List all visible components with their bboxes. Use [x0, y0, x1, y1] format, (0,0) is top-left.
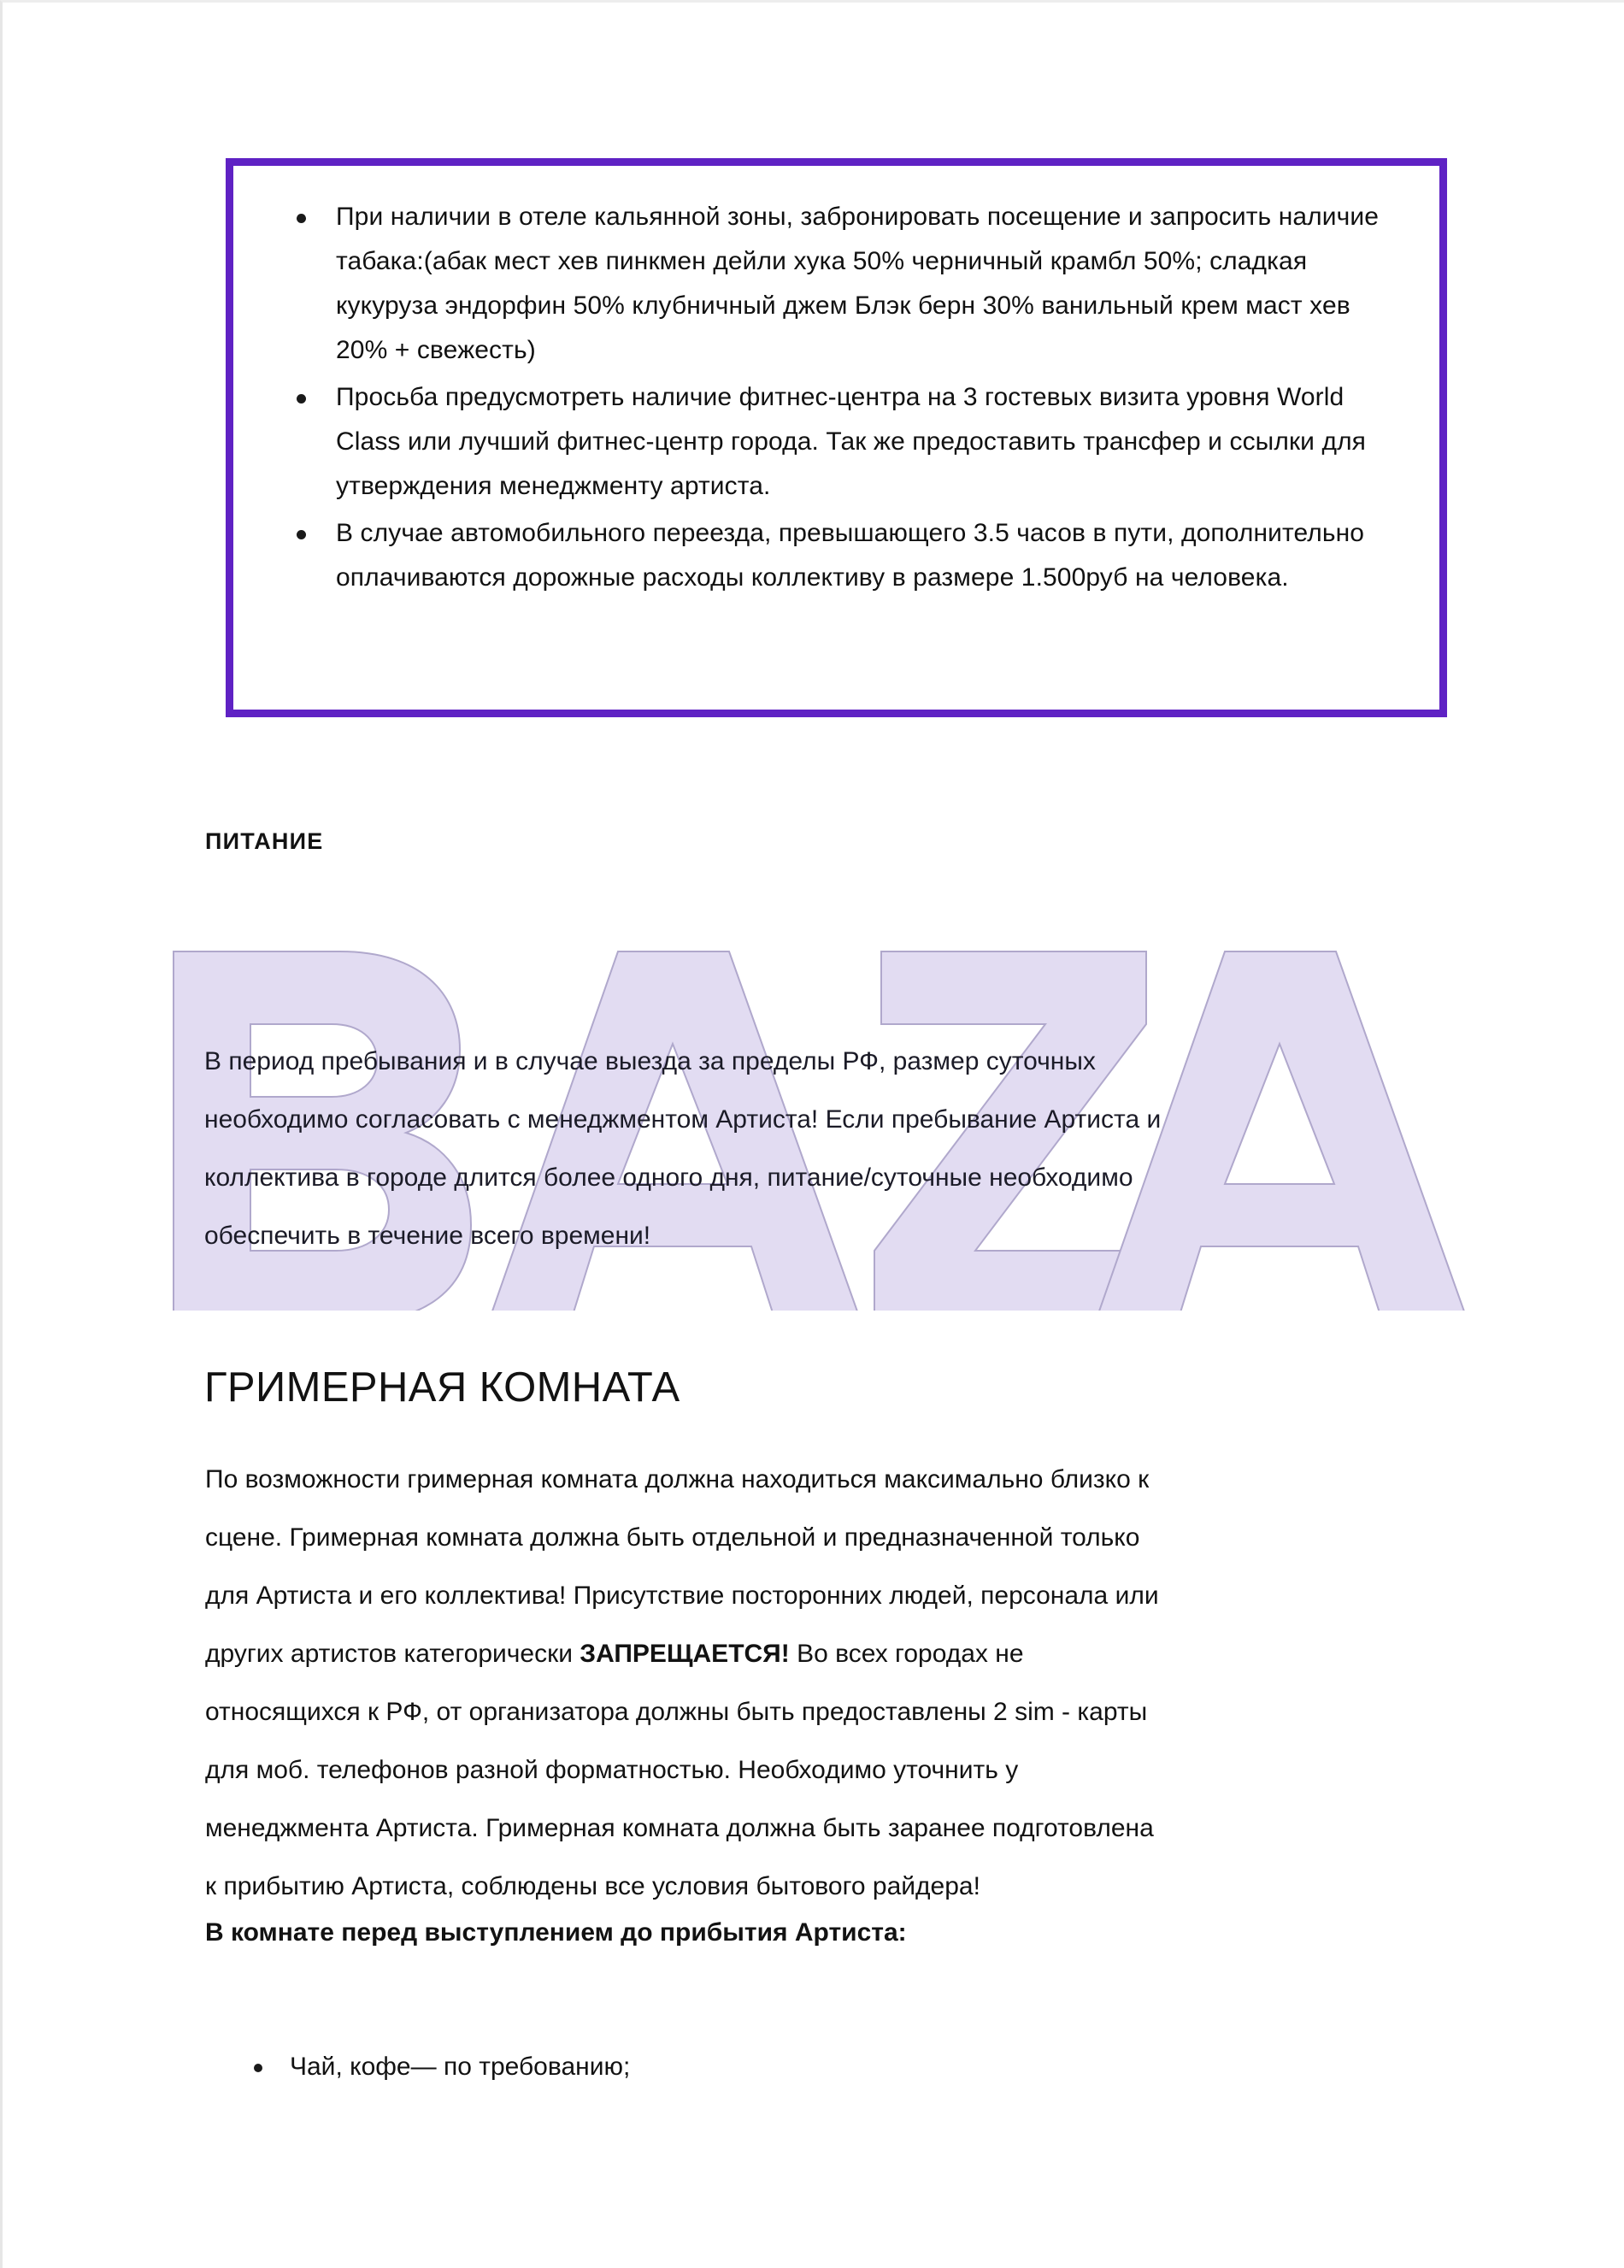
section-label-nutrition: ПИТАНИЕ	[205, 828, 324, 854]
body-line-post: Во всех городах не	[789, 1640, 1024, 1668]
nutrition-line: необходимо согласовать с менеджментом Артиста! Если пребывание Артиста и	[204, 1105, 1162, 1134]
callout-bullet-item: Просьба предусмотреть наличие фитнес-центра на 3 гостевых визита уровня World Class или лучший фитнес-центр города. Так же предоставить трансфер и ссылки для утверждения менеджменту артиста.	[290, 375, 1409, 509]
dressing-room-paragraph	[205, 1451, 1419, 1916]
body-line: относящихся к РФ, от организатора должны быть предоставлены 2 sim - карты	[205, 1698, 1148, 1726]
body-line-pre: других артистов категорически	[205, 1640, 580, 1668]
body-line: для Артиста и его коллектива! Присутствие посторонних людей, персонала или	[205, 1582, 1159, 1610]
nutrition-paragraph	[204, 934, 1418, 1265]
room-items-list	[247, 2046, 1401, 2088]
watermark-region	[165, 934, 1481, 1311]
list-item: Чай, кофе— по требованию;	[247, 2046, 1401, 2088]
callout-bullet-item: В случае автомобильного переезда, превышающего 3.5 часов в пути, дополнительно оплачиваются дорожные расходы коллективу в размере 1.500руб на человека.	[290, 511, 1409, 600]
purple-callout-box	[226, 158, 1447, 717]
body-line: для моб. телефонов разной форматностью. Необходимо уточнить у	[205, 1756, 1019, 1784]
nutrition-line: обеспечить в течение всего времени!	[204, 1222, 651, 1250]
body-line: По возможности гримерная комната должна находиться максимально близко к	[205, 1465, 1150, 1493]
body-line: к прибытию Артиста, соблюдены все условия бытового райдера!	[205, 1872, 980, 1900]
body-line: сцене. Гримерная комната должна быть отдельной и предназначенной только	[205, 1523, 1140, 1552]
emphasis-prohibited: ЗАПРЕЩАЕТСЯ!	[580, 1640, 790, 1668]
page-heading-dressing-room: ГРИМЕРНАЯ КОМНАТА	[204, 1364, 680, 1411]
lead-in-bold-text: В комнате перед выступлением до прибытия Артиста:	[205, 1918, 907, 1947]
body-line-with-emphasis	[205, 1625, 1419, 1683]
nutrition-line: коллектива в городе длится более одного дня, питание/суточные необходимо	[204, 1163, 1133, 1192]
callout-bullet-item: При наличии в отеле кальянной зоны, забронировать посещение и запросить наличие табака:(абак мест хев пинкмен дейли хука 50% черничный крамбл 50%; сладкая кукуруза эндорфин 50% клубничный джем Блэк берн 30% ванильный крем маст хев 20% + свежесть)	[290, 195, 1409, 373]
body-line: менеджмента Артиста. Гримерная комната должна быть заранее подготовлена	[205, 1814, 1154, 1842]
nutrition-line: В период пребывания и в случае выезда за пределы РФ, размер суточных	[204, 1047, 1096, 1075]
callout-bullet-list	[233, 166, 1439, 600]
